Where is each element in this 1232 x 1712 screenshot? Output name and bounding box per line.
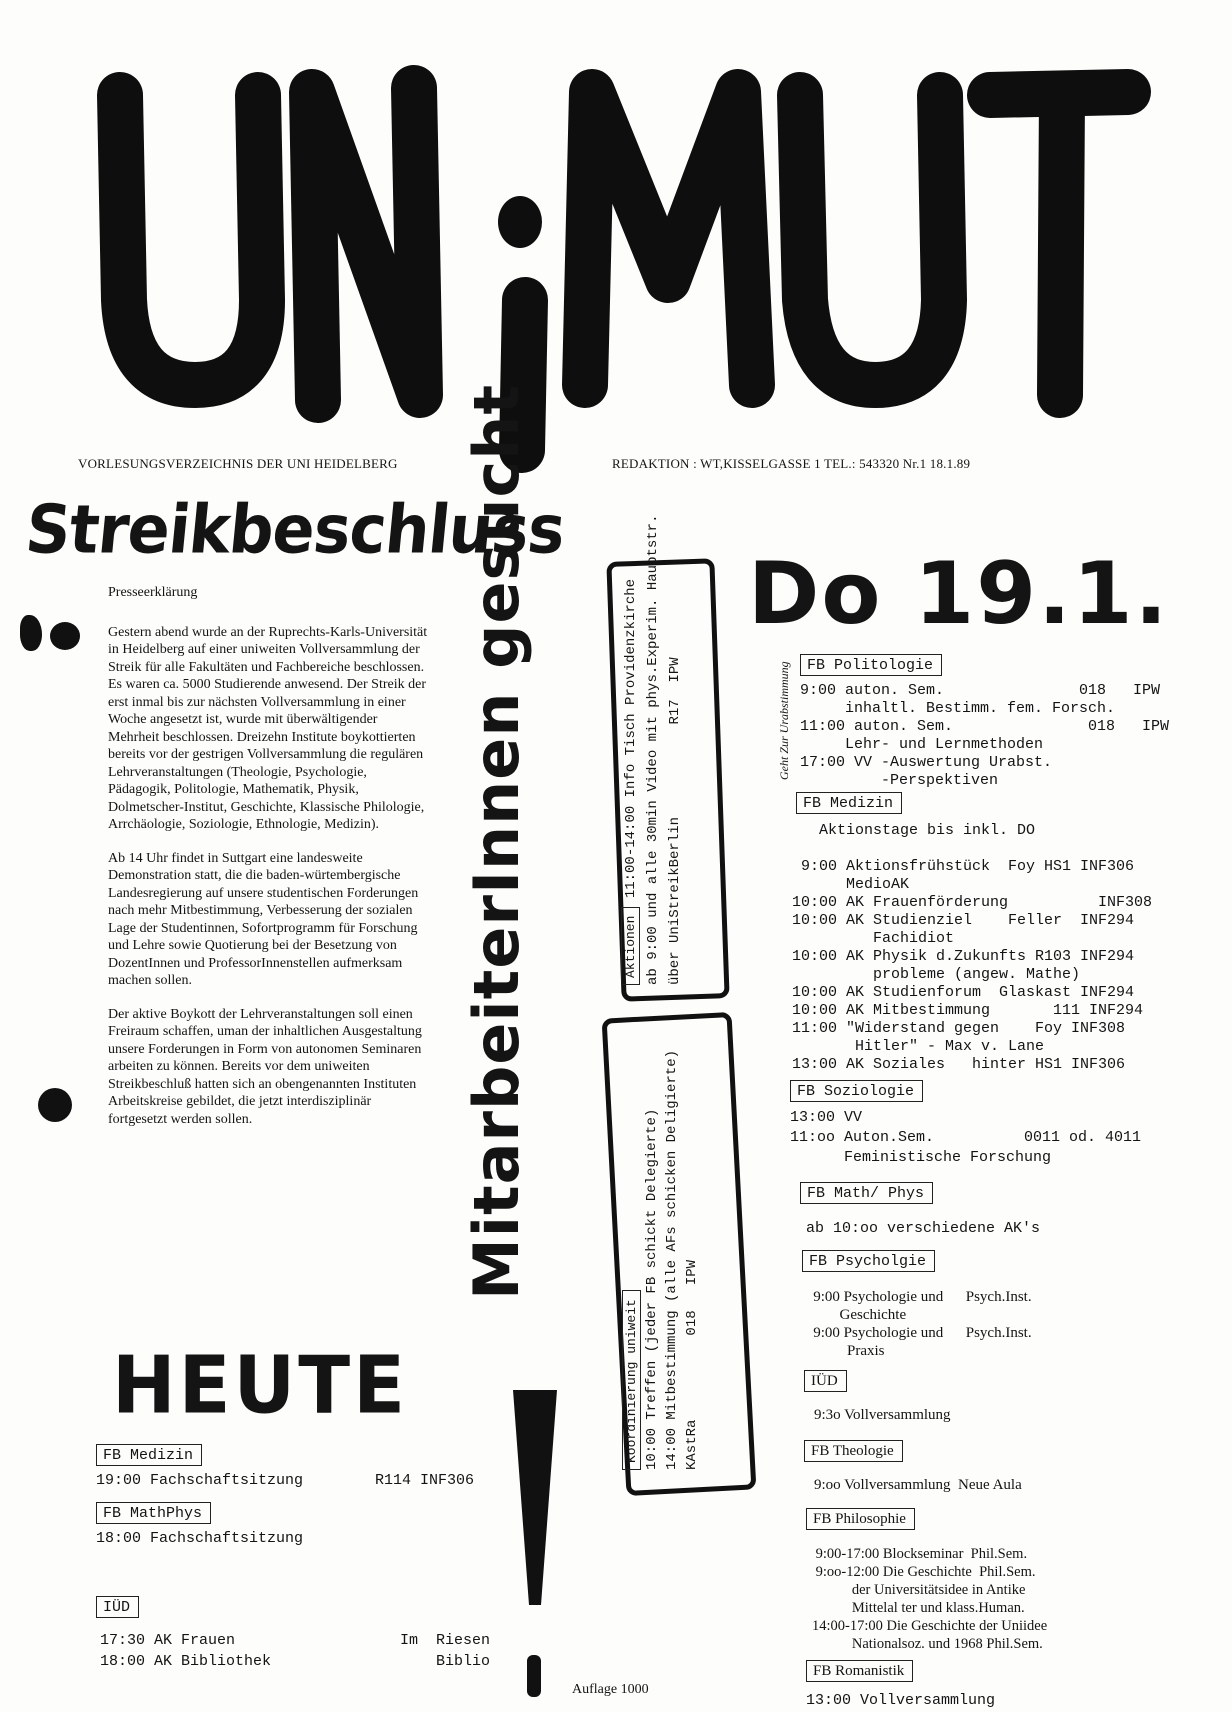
koordinierung-line-1: 10:00 Treffen (jeder FB schickt Delegierte) [644,1108,660,1470]
ink-blob [50,622,80,650]
heute-place-iud: Im Riesen Biblio [400,1632,491,1670]
heute-schedule-mathphys: 18:00 Fachschaftsitzung [96,1530,304,1547]
masthead-subtitle-right: REDAKTION : WT,KISSELGASSE 1 TEL.: 543320 Nr.1 18.1.89 [612,456,971,471]
mitarbeiter-banner: MitarbeiterInnen gesucht [460,383,533,1300]
label-fb-mathphys: FB Math/ Phys [800,1182,933,1204]
i-dot [498,196,542,248]
aktionen-line-2: ab 9:00 und alle 30min Video mit phys.Experim. Hauptstr. [645,514,661,985]
press-title: Presseerklärung [108,585,198,600]
press-release [108,584,428,1144]
heute-schedule-medizin: 19:00 Fachschaftsitzung R114 INF306 [96,1472,475,1489]
section-mathphys [800,1182,933,1204]
unimut-logo-drawing [0,0,1232,500]
label-fb-romanistik: FB Romanistik [806,1660,913,1682]
ink-blob [38,1088,72,1122]
schedule-psychologie: 9:00 Psychologie und Psych.Inst. Geschichte 9:00 Psychologie und Psych.Inst. Praxis [813,1289,1032,1359]
label-fb-theologie: FB Theologie [804,1440,903,1462]
auflage-note: Auflage 1000 [572,1682,649,1697]
section-psychologie [802,1250,935,1272]
section-politologie [800,654,942,676]
aktionen-line-1: 11:00-14:00 Info Tisch Providenzkirche [623,578,639,899]
masthead-logo [0,0,1232,500]
section-iud [804,1370,847,1392]
heute-section-iud [96,1596,139,1618]
masthead-subtitle-left: VORLESUNGSVERZEICHNIS DER UNI HEIDELBERG [78,456,398,471]
heute-heading: HEUTE [112,1338,408,1432]
exclamation-mark-drawing [505,1385,565,1705]
label-fb-psychologie: FB Psycholgie [802,1250,935,1272]
thursday-heading: Do 19.1. [748,544,1170,644]
schedule-soziologie: 13:00 VV 11:oo Auton.Sem. 0011 od. 4011 Feministische Forschung [790,1109,1142,1166]
label-fb-medizin: FB Medizin [796,792,902,814]
schedule-medizin: Aktionstage bis inkl. DO 9:00 Aktionsfrühstück Foy HS1 INF306 MedioAK 10:00 AK Frauenförderung INF308 10:00 AK Studienziel Feller INF294 Fachidiot 10:00 AK Physik d.Zukunfts R103 INF294 probleme (angew. Mathe) 10:00 AK Studienforum Glaskast INF294 10:00 AK Mitbestimmung 111 INF294 11:00 "Widerstand gegen Foy INF308 Hitler" - Max v. Lane 13:00 AK Soziales hinter HS1 INF306 [792,822,1153,1073]
press-paragraph-1: Gestern abend wurde an der Ruprechts-Karls-Universität in Heidelberg auf einer uniweiten Vollversammlung der Streik für alle Fakultäten und Fachbereiche beschlossen. Es waren ca. 5000 Studierende anwesend. Der Streik der erst inmal bis zur nächsten Vollversammlung in einer Woche angesetzt ist, wurde mit überwältigender Mehrheit beschlossen. Dreizehn Institute boykottierten bereits vor der gestrigen Vollversammlung die regulären Lehrveranstaltungen (Theologie, Psychologie, Pädagogik, Politologie, Mathematik, Physik, Dolmetscher-Institut, Geschichte, Klassische Philologie, Arrchäologie, Soziologie, Ethnologie, Medizin). [108,624,428,832]
schedule-romanistik: 13:00 Vollversammlung [806,1692,996,1709]
schedule-theologie: 9:oo Vollversammlung Neue Aula [814,1477,1022,1493]
press-paragraph-3: Der aktive Boykott der Lehrveranstaltungen soll einen Freiraum schaffen, uman der inhaltlichen Ausgestaltung unsere Forderungen in Form von autonomen Seminaren arbeiten zu können. Bereits vor dem uniweiten Streikbeschluß hatten sich an obengenannten Instituten Arbeitskreise gebildet, die jetzt interdisziplinär fortgesetzt werden sollen. [108,1006,422,1127]
section-romanistik [806,1660,913,1682]
label-fb-politologie: FB Politologie [800,654,942,676]
headline-streikbeschluss: Streikbeschluss [22,490,568,569]
koordinierung-line-2: 14:00 Mitbestimmung (alle AFs schicken Deligierte) [664,1049,680,1470]
koordinierung-label: Koordinierung uniweit [622,1290,641,1470]
aktionen-text [620,515,686,985]
side-note-urabstimmung: Geht Zur Urabstimmung [777,661,791,780]
label-iud: IÜD [804,1370,847,1392]
label-fb-soziologie: FB Soziologie [790,1080,923,1102]
heute-label-iud: IÜD [96,1596,139,1618]
schedule-mathphys: ab 10:oo verschiedene AK's [806,1220,1041,1237]
heute-section-mathphys [96,1502,211,1524]
koordinierung-place-2: 018 IPW [684,1259,700,1336]
aktionen-label: Aktionen [621,907,640,985]
heute-section-medizin [96,1444,202,1466]
section-soziologie [790,1080,923,1102]
ink-blob [20,615,42,651]
section-philosophie [806,1508,915,1530]
schedule-politologie: 9:00 auton. Sem. 018 IPW inhaltl. Bestimm. fem. Forsch. 11:00 auton. Sem. 018 IPW Lehr- und Lernmethoden 17:00 VV -Auswertung Urabst. -Perspektiven [800,682,1170,789]
press-paragraph-2: Ab 14 Uhr findet in Suttgart eine landesweite Demonstration statt, die die baden-würtembergische Landesregierung auf unsere studentischen Forderungen nach mehr Mitbestimmung, Verbesserung der sozialen Lage der Studentinnen, Sofortprogramm für Forschung und Lehre sowie Quotierung bei der Besetzung von DozentInnen und ProfessorInnenstellen aufmerksam machen sollen. [108,850,419,988]
koordinierung-place-1: KAstRa [684,1419,700,1470]
schedule-iud: 9:3o Vollversammlung [814,1407,951,1423]
heute-label-fb-mathphys: FB MathPhys [96,1502,211,1524]
section-theologie [804,1440,903,1462]
section-medizin [796,792,902,814]
label-fb-philosophie: FB Philosophie [806,1508,915,1530]
koordinierung-text [622,1050,702,1470]
heute-schedule-iud: 17:30 AK Frauen 18:00 AK Bibliothek [100,1632,272,1670]
heute-label-fb-medizin: FB Medizin [96,1444,202,1466]
schedule-philosophie: 9:00-17:00 Blockseminar Phil.Sem. 9:oo-12:00 Die Geschichte Phil.Sem. der Universitätsidee in Antike Mittelal ter und klass.Human. 14:00-17:00 Die Geschichte der Uniidee Nationalsoz. und 1968 Phil.Sem. [812,1546,1048,1652]
aktionen-line-3: über UniStreikBerlin R17 IPW [667,657,683,985]
